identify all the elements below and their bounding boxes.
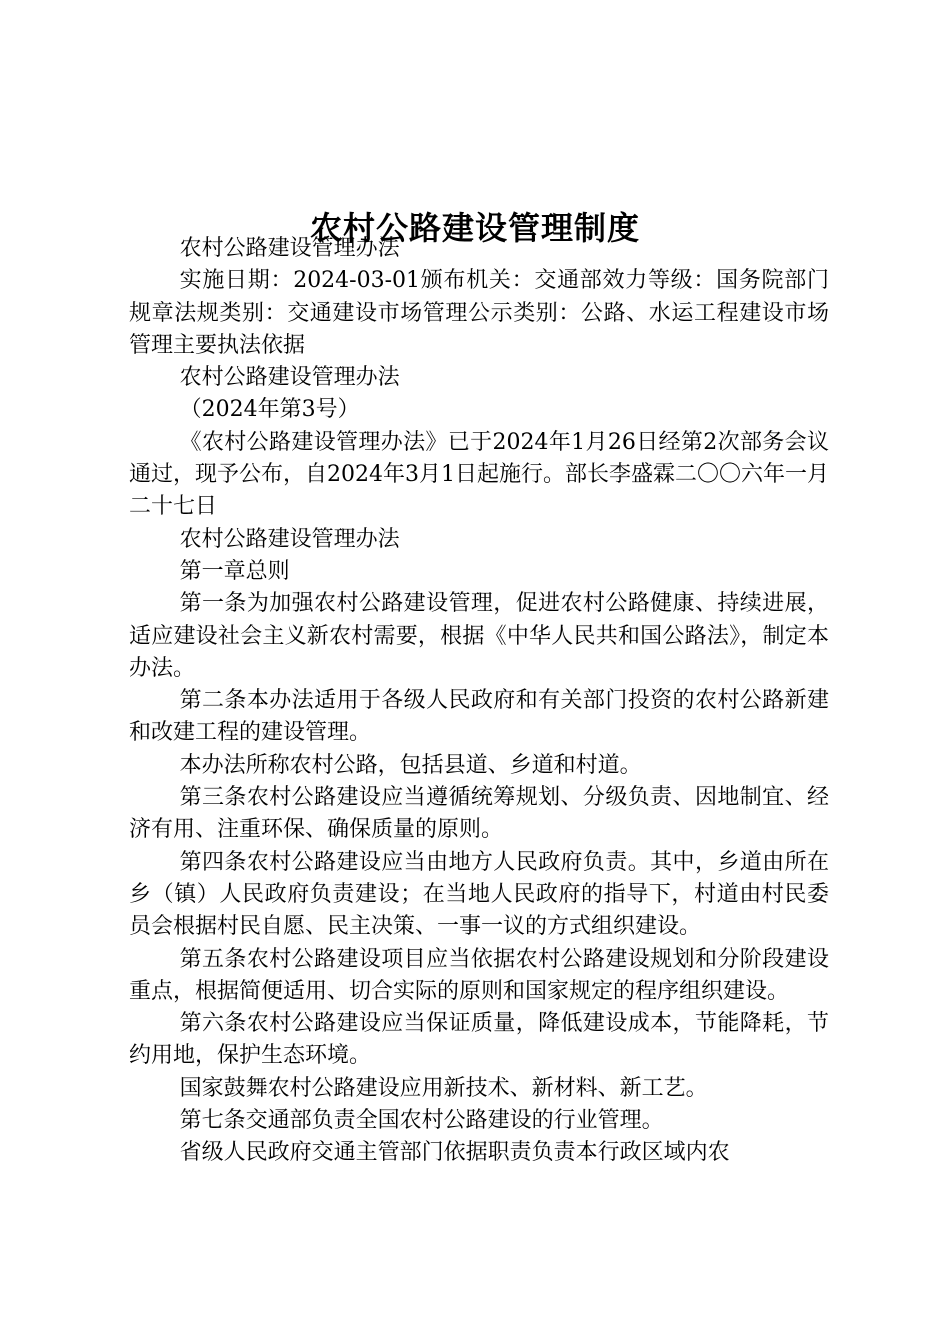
paragraph: 农村公路建设管理办法 [179, 236, 400, 261]
paragraph: 农村公路建设管理办法 [179, 365, 400, 391]
paragraph: 实施日期：2024-03-01颁布机关：交通部效力等级：国务院部门规章法规类别：交通建设市场管理公示类别：公路、水运工程建设市场管理主要执法依据 [129, 268, 829, 358]
paragraph: 第五条农村公路建设项目应当依据农村公路建设规划和分阶段建设重点，根据简便适用、切合实际的原则和国家规定的程序组织建设。 [129, 946, 829, 1004]
chapter-heading: 第一章总则 [179, 558, 290, 584]
document-title: 农村公路建设管理制度 [309, 209, 640, 248]
paragraph: 农村公路建设管理办法 [179, 526, 400, 552]
paragraph: 省级人民政府交通主管部门依据职责负责本行政区域内农 [179, 1140, 730, 1166]
document-body [129, 233, 829, 1170]
paragraph: 第二条本办法适用于各级人民政府和有关部门投资的农村公路新建和改建工程的建设管理。 [129, 688, 829, 746]
paragraph: 《农村公路建设管理办法》已于2024年1月26日经第2次部务会议通过，现予公布，自2024年3月1日起施行。部长李盛霖二〇〇六年一月二十七日 [129, 429, 829, 520]
paragraph: 第六条农村公路建设应当保证质量，降低建设成本，节能降耗，节约用地，保护生态环境。 [129, 1011, 829, 1069]
paragraph: 第三条农村公路建设应当遵循统筹规划、分级负责、因地制宜、经济有用、注重环保、确保质量的原则。 [129, 785, 829, 843]
paragraph: 国家鼓舞农村公路建设应用新技术、新材料、新工艺。 [179, 1075, 708, 1101]
paragraph: （2024年第3号） [179, 397, 360, 423]
paragraph: 本办法所称农村公路，包括县道、乡道和村道。 [179, 752, 642, 778]
paragraph: 第四条农村公路建设应当由地方人民政府负责。其中，乡道由所在乡（镇）人民政府负责建设；在当地人民政府的指导下，村道由村民委员会根据村民自愿、民主决策、一事一议的方式组织建设。 [129, 849, 829, 940]
paragraph: 第一条为加强农村公路建设管理，促进农村公路健康、持续进展，适应建设社会主义新农村需要，根据《中华人民共和国公路法》，制定本办法。 [129, 591, 829, 681]
paragraph: 第七条交通部负责全国农村公路建设的行业管理。 [179, 1108, 664, 1134]
